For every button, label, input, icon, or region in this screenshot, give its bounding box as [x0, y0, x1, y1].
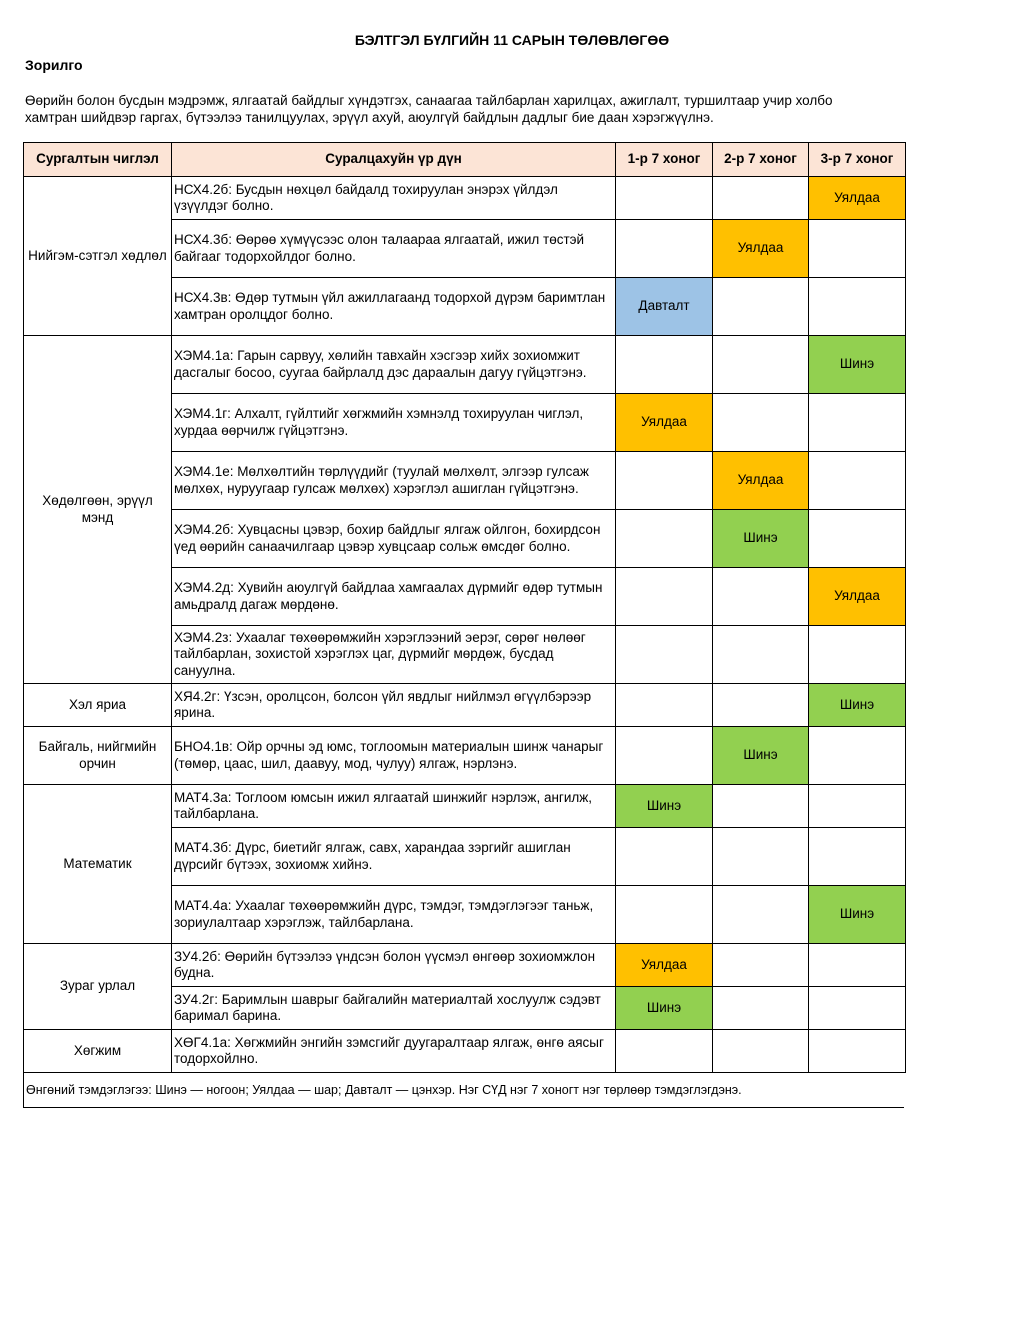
area-cell: Хэл яриа — [24, 684, 172, 727]
week-1-cell — [616, 177, 713, 220]
area-cell: Хөгжим — [24, 1030, 172, 1073]
outcome-cell: ХЭМ4.2д: Хувийн аюулгүй байдлаа хамгаалах дүрмийг өдөр тутмын амьдралд дагаж мөрдөнө. — [172, 568, 616, 626]
outcome-cell: ХЯ4.2г: Үзсэн, оролцсон, болсон үйл явдлыг нийлмэл өгүүлбэрээр ярина. — [172, 684, 616, 727]
table-row — [24, 336, 906, 394]
week-3-cell — [809, 1030, 906, 1073]
week-1-cell — [616, 828, 713, 886]
week-3-cell — [809, 626, 906, 684]
week-2-cell — [713, 944, 809, 987]
header-week-3: 3-р 7 хоног — [809, 143, 906, 177]
week-3-cell: Шинэ — [809, 336, 906, 394]
week-3-cell — [809, 727, 906, 785]
table-row — [24, 1030, 906, 1073]
week-2-cell — [713, 278, 809, 336]
week-3-cell — [809, 220, 906, 278]
week-1-cell: Шинэ — [616, 987, 713, 1030]
table-header-row — [24, 143, 906, 177]
table-row — [24, 177, 906, 220]
week-1-cell — [616, 452, 713, 510]
header-area: Сургалтын чиглэл — [24, 143, 172, 177]
week-3-cell — [809, 278, 906, 336]
week-3-cell: Шинэ — [809, 684, 906, 727]
week-2-cell — [713, 568, 809, 626]
area-cell: Нийгэм-сэтгэл хөдлөл — [24, 177, 172, 336]
outcome-cell: БНО4.1в: Ойр орчны эд юмс, тоглоомын материалын шинж чанарыг (төмөр, цаас, шил, даавуу, мод, чулуу) ялгаж, нэрлэнэ. — [172, 727, 616, 785]
week-2-cell — [713, 1030, 809, 1073]
week-1-cell — [616, 684, 713, 727]
goal-label: Зорилго — [25, 57, 83, 73]
outcome-cell: МАТ4.3б: Дүрс, биетийг ялгаж, савх, харандаа зэргийг ашиглан дүрсийг бүтээх, зохиомж хийнэ. — [172, 828, 616, 886]
week-1-cell — [616, 568, 713, 626]
week-1-cell — [616, 727, 713, 785]
week-3-cell — [809, 785, 906, 828]
outcome-cell: ХЭМ4.1г: Алхалт, гүйлтийг хөгжмийн хэмнэлд тохируулан чиглэл, хурдаа өөрчилж гүйцэтгэнэ. — [172, 394, 616, 452]
header-week-1: 1-р 7 хоног — [616, 143, 713, 177]
week-3-cell — [809, 394, 906, 452]
week-3-cell — [809, 828, 906, 886]
header-week-2: 2-р 7 хоног — [713, 143, 809, 177]
week-1-cell: Шинэ — [616, 785, 713, 828]
table-row — [24, 727, 906, 785]
outcome-cell: ХӨГ4.1а: Хөгжмийн энгийн зэмсгийг дуугаралтаар ялгаж, өнгө аясыг тодорхойлно. — [172, 1030, 616, 1073]
week-2-cell: Шинэ — [713, 727, 809, 785]
week-1-cell: Уялдаа — [616, 394, 713, 452]
outcome-cell: ЗУ4.2г: Баримлын шаврыг байгалийн материалтай хослуулж сэдэвт баримал барина. — [172, 987, 616, 1030]
table-row — [24, 944, 906, 987]
week-1-cell: Давталт — [616, 278, 713, 336]
week-1-cell — [616, 510, 713, 568]
table-row — [24, 785, 906, 828]
week-3-cell — [809, 944, 906, 987]
area-cell: Зураг урлал — [24, 944, 172, 1030]
week-2-cell — [713, 886, 809, 944]
page-title: БЭЛТГЭЛ БҮЛГИЙН 11 САРЫН ТӨЛӨВЛӨГӨӨ — [354, 32, 670, 48]
outcome-cell: МАТ4.4а: Ухаалаг төхөөрөмжийн дүрс, тэмдэг, тэмдэглэгээг таньж, зориулалтаар хэрэглэж, тайлбарлана. — [172, 886, 616, 944]
week-2-cell — [713, 987, 809, 1030]
goal-line-1: Өөрийн болон бусдын мэдрэмж, ялгаатай байдлыг хүндэтгэх, санаагаа тайлбарлан харилцах, ажиглалт, туршилтаар учир холбо — [25, 93, 833, 108]
week-2-cell — [713, 828, 809, 886]
outcome-cell: ХЭМ4.2б: Хувцасны цэвэр, бохир байдлыг ялгаж ойлгон, бохирдсон үед өөрийн санаачилгаар цэвэр хувцсаар сольж өмсдөг болно. — [172, 510, 616, 568]
week-1-cell — [616, 220, 713, 278]
week-2-cell — [713, 785, 809, 828]
week-3-cell — [809, 987, 906, 1030]
outcome-cell: ХЭМ4.1е: Мөлхөлтийн төрлүүдийг (туулай мөлхөлт, элгээр гулсаж мөлхөх, нуруугаар гулсаж мөлхөх) хэрэглэл ашиглан гүйцэтгэнэ. — [172, 452, 616, 510]
outcome-cell: ХЭМ4.1а: Гарын сарвуу, хөлийн тавхайн хэсгээр хийх зохиомжит дасгалыг босоо, суугаа байрлалд дэс дараалын дагуу гүйцэтгэнэ. — [172, 336, 616, 394]
week-3-cell: Уялдаа — [809, 568, 906, 626]
outcome-cell: НСХ4.3в: Өдөр тутмын үйл ажиллагаанд тодорхой дүрэм баримтлан хамтран оролцдог болно. — [172, 278, 616, 336]
week-1-cell — [616, 886, 713, 944]
header-outcome: Суралцахуйн үр дүн — [172, 143, 616, 177]
week-2-cell — [713, 394, 809, 452]
week-3-cell — [809, 452, 906, 510]
week-2-cell: Уялдаа — [713, 220, 809, 278]
outcome-cell: МАТ4.3а: Тоглоом юмсын ижил ялгаатай шинжийг нэрлэж, ангилж, тайлбарлана. — [172, 785, 616, 828]
week-1-cell: Уялдаа — [616, 944, 713, 987]
area-cell: Математик — [24, 785, 172, 944]
plan-table — [23, 142, 906, 1073]
week-3-cell: Шинэ — [809, 886, 906, 944]
outcome-cell: НСХ4.3б: Өөрөө хүмүүсээс олон талаараа ялгаатай, ижил төстэй байгааг тодорхойлдог болно. — [172, 220, 616, 278]
table-row — [24, 684, 906, 727]
week-3-cell — [809, 510, 906, 568]
week-2-cell — [713, 177, 809, 220]
goal-line-2: хамтран шийдвэр гаргах, бүтээлээ танилцуулах, эрүүл ахуй, аюулгүй байдлын дадлыг бие даан хэрэгжүүлнэ. — [25, 110, 714, 125]
week-2-cell: Шинэ — [713, 510, 809, 568]
outcome-cell: ХЭМ4.2з: Ухаалаг төхөөрөмжийн хэрэглээний эерэг, сөрөг нөлөөг тайлбарлан, зохистой хэрэглэх цаг, дүрмийг мөрдөж, бусдад сануулна. — [172, 626, 616, 684]
week-2-cell — [713, 684, 809, 727]
week-1-cell — [616, 336, 713, 394]
goal-text — [25, 92, 905, 126]
area-cell: Хөдөлгөөн, эрүүл мэнд — [24, 336, 172, 684]
week-2-cell: Уялдаа — [713, 452, 809, 510]
legend-note: Өнгөний тэмдэглэгээ: Шинэ — ногоон; Уялдаа — шар; Давталт — цэнхэр. Нэг СҮД нэг 7 хоногт нэг төрлөөр тэмдэглэгдэнэ. — [23, 1072, 904, 1108]
week-2-cell — [713, 336, 809, 394]
week-1-cell — [616, 626, 713, 684]
outcome-cell: ЗУ4.2б: Өөрийн бүтээлээ үндсэн болон үүсмэл өнгөөр зохиомжлон будна. — [172, 944, 616, 987]
week-3-cell: Уялдаа — [809, 177, 906, 220]
outcome-cell: НСХ4.2б: Бусдын нөхцөл байдалд тохируулан энэрэх үйлдэл үзүүлдэг болно. — [172, 177, 616, 220]
area-cell: Байгаль, нийгмийн орчин — [24, 727, 172, 785]
week-2-cell — [713, 626, 809, 684]
week-1-cell — [616, 1030, 713, 1073]
